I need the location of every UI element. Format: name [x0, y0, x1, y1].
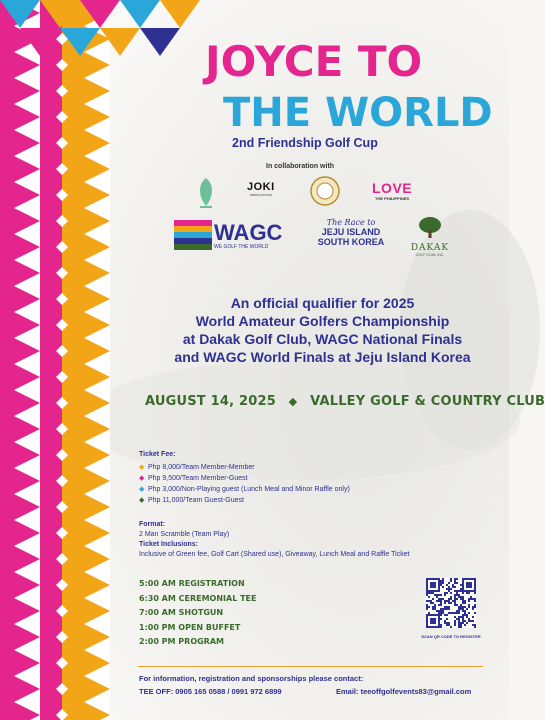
diamond-bullet-icon: ◆: [139, 464, 145, 471]
format-heading: Format:: [139, 521, 166, 528]
contact-email: Email: teeoffgolfevents83@gmail.com: [336, 687, 472, 696]
partner-logo-race-to-jeju: The Race to JEJU ISLAND SOUTH KOREA: [317, 218, 385, 247]
diamond-bullet-icon: ◆: [139, 497, 145, 504]
event-title-logo: [205, 34, 493, 136]
contact-phone: TEE OFF: 0905 165 0588 / 0991 972 6899: [139, 687, 282, 696]
fee-item: ◆ Php 11,000/Team Guest-Guest: [139, 497, 244, 504]
title-line-1: JOYCE TO: [205, 37, 423, 86]
fee-item: ◆ Php 3,000/Non-Playing guest (Lunch Meal and Minor Raffle only): [139, 486, 350, 493]
qualifier-statement: [150, 294, 495, 366]
partner-logo-seal: [310, 176, 340, 206]
qualifier-line: An official qualifier for 2025: [230, 295, 415, 311]
diamond-icon: ◆: [288, 395, 298, 408]
contact-info-text: For information, registration and sponsorships please contact:: [139, 674, 364, 683]
title-line-2: THE WORLD: [223, 90, 493, 136]
event-venue: VALLEY GOLF & COUNTRY CLUB: [310, 394, 545, 409]
qualifier-line: World Amateur Golfers Championship: [195, 313, 450, 329]
partner-logo-love-philippines: LOVE THE PHILIPPINES: [372, 180, 413, 201]
date-venue-line: [145, 394, 545, 409]
top-triangle-pattern: [0, 0, 200, 60]
partner-logo-wagc: WAGC WE GOLF THE WORLD: [214, 220, 283, 250]
decorative-zigzag-border: [0, 0, 130, 720]
ticket-fee-list: [139, 462, 350, 506]
schedule-item: 5:00 AM REGISTRATION: [139, 579, 245, 588]
partner-logo-dakak: DAKAK GOLF CLUB, INC.: [405, 216, 455, 257]
event-subtitle: 2nd Friendship Golf Cup: [232, 136, 378, 150]
partner-logo-joki: JOKI PRODUCTIONS: [247, 181, 275, 197]
event-date: AUGUST 14, 2025: [145, 394, 276, 409]
schedule-item: 7:00 AM SHOTGUN: [139, 608, 224, 617]
collaboration-label: In collaboration with: [266, 163, 335, 170]
inclusions-heading: Ticket Inclusions:: [139, 541, 198, 548]
event-schedule: [139, 577, 256, 650]
qualifier-line: at Dakak Golf Club, WAGC National Finals: [182, 331, 463, 347]
tree-icon: [418, 216, 442, 238]
qualifier-line: and WAGC World Finals at Jeju Island Korea: [174, 349, 471, 365]
format-section: [139, 520, 410, 560]
schedule-item: 1:00 PM OPEN BUFFET: [139, 622, 241, 632]
format-value: 2 Man Scramble (Team Play): [139, 531, 230, 538]
wagc-flag-icon: [174, 220, 212, 250]
schedule-item: 6:30 AM CEREMONIAL TEE: [139, 593, 257, 603]
partner-logo-leaf: [196, 176, 216, 210]
diamond-bullet-icon: ◆: [139, 486, 145, 493]
fee-item: ◆ Php 9,500/Team Member-Guest: [139, 475, 248, 482]
qr-label: SCAN QR CODE TO REGISTER: [421, 634, 481, 639]
footer-divider: [138, 666, 483, 667]
diamond-bullet-icon: ◆: [139, 475, 145, 482]
schedule-item: 2:00 PM PROGRAM: [139, 637, 224, 646]
registration-qr-code[interactable]: [426, 578, 476, 628]
ticket-fee-heading: Ticket Fee:: [139, 451, 176, 458]
fee-item: ◆ Php 8,000/Team Member-Member: [139, 464, 255, 471]
inclusions-value: Inclusive of Green fee, Golf Cart (Shared use), Giveaway, Lunch Meal and Raffle Ticket: [139, 551, 410, 558]
